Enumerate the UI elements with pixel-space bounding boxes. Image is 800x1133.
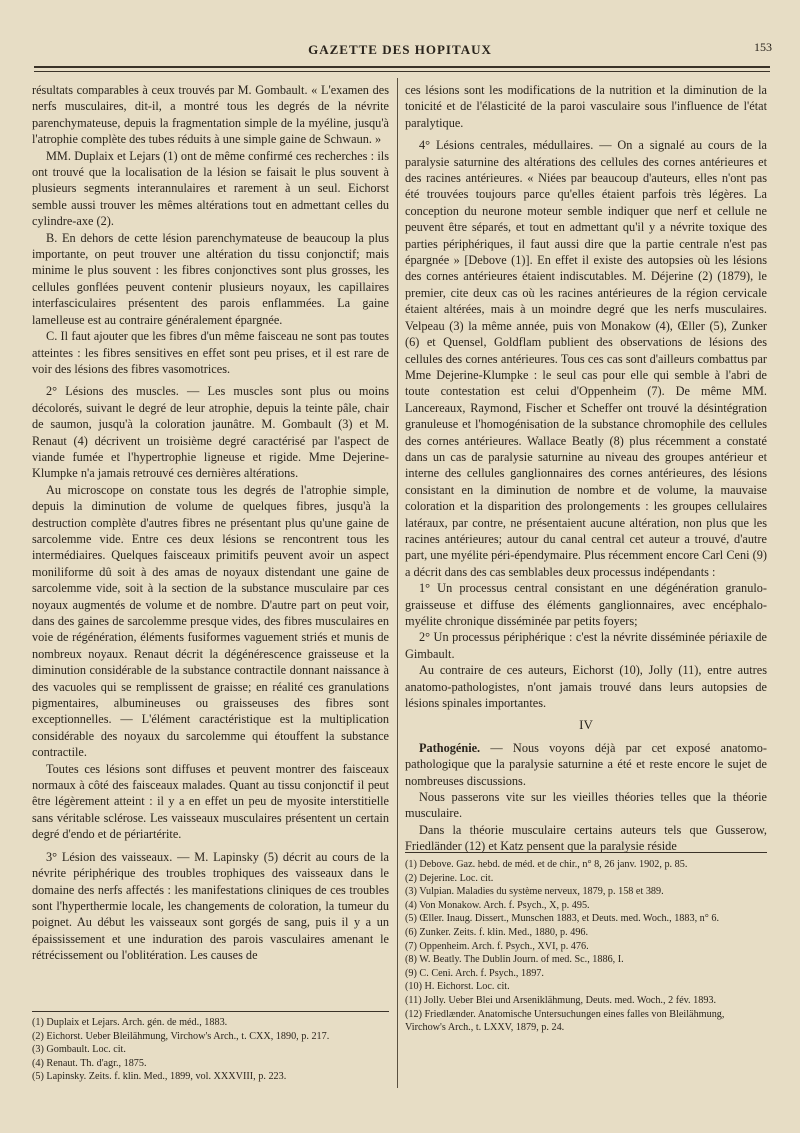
section-text: — Nous voyons déjà par cet exposé anatomo-pathologique que la paralysie saturnine a été et reste encore le sujet de nombreuses discussions. xyxy=(405,740,767,788)
page-header xyxy=(28,40,772,62)
paragraph: Nous passerons vite sur les vieilles théories telles que la théorie musculaire. xyxy=(405,790,767,821)
paragraph: 1° Un processus central consistant en une dégénération granulo-graisseuse et diffuse des éléments ganglionnaires, avec encéphalo-myélite chronique disséminée par petits foyers; xyxy=(405,581,767,628)
footnote: (1) Debove. Gaz. hebd. de méd. et de chir., n° 8, 26 janv. 1902, p. 85. xyxy=(405,859,688,870)
footnote: (3) Vulpian. Maladies du système nerveux, 1879, p. 158 et 389. xyxy=(405,886,664,898)
page-number: 153 xyxy=(754,40,772,54)
footnote: (3) Gombault. Loc. cit. xyxy=(32,1044,126,1056)
paragraph: 2° Un processus périphérique : c'est la névrite disséminée périaxile de Gimbault. xyxy=(405,630,767,661)
paragraph: Au microscope on constate tous les degrés de l'atrophie simple, depuis la diminution de volume de quelques fibres, jusqu'à la destruction complète d'autres fibres ne présentant plus qu'une gaine de sarcolemme vide. Entre ces deux lésions se rencontrent tous les intermédiaires. Quelques faisceaux primitifs peuvent avoir un aspect moniliforme dû soit à des amas de noyaux distendant une gaine de sarcolemme vide, soit à la section de la substance musculaire par ces noyaux augmentés de volume et de nombre. D'autre part on peut voir, dans des gaines de sarcolemme presque vides, des fibres musculaires en voie de régénération, éléments fusiformes vaguement striés et munis de nombreux noyaux. Renaut décrit la dégénérescence graisseuse et la diminution considérable de la substance contractile donnant naissance à des vacuoles qui se remplissent de graisse; en réalité ces granulations pigmentaires, albumineuses ou graisseuses des fibres sont exceptionnelles. — L'élément caractéristique est la multiplication considérable des noyaux du sarcolemme qui étouffent la substance contractile. xyxy=(32,482,389,760)
right-footnotes xyxy=(405,858,767,1035)
footnote: (2) Dejerine. Loc. cit. xyxy=(405,872,494,884)
left-footnotes xyxy=(32,1016,389,1084)
paragraph: 2° Lésions des muscles. — Les muscles sont plus ou moins décolorés, suivant le degré de leur atrophie, depuis la teinte pâle, chair de saumon, jusqu'à la coloration jaunâtre. M. Gombault (3) et M. Renaut (4) décrivent un troisième degré caractérisé par l'aspect de viande fumée et l'hypertrophie ligneuse et rigide. Mme Dejerine-Klumpke n'a jamais retrouvé ces dernières altérations. xyxy=(32,384,389,481)
paragraph: résultats comparables à ceux trouvés par M. Gombault. « L'examen des nerfs musculaires, dit-il, a montré tous les degrés de la névrite parenchymateuse, depuis la fragmentation simple de la myéline, jusqu'à l'atrophie complète des tubes réduits à une simple gaine de Schwaun. » xyxy=(32,83,389,147)
footnote: (5) Lapinsky. Zeits. f. klin. Med., 1899, vol. XXXVIII, p. 223. xyxy=(32,1071,287,1083)
footnote: (6) Zunker. Zeits. f. klin. Med., 1880, p. 496. xyxy=(405,926,589,938)
paragraph: 3° Lésion des vaisseaux. — M. Lapinsky (5) décrit au cours de la névrite périphérique des troubles trophiques des vaisseaux dans le domaine des nerfs affectés : les manifestations cliniques de ces troubles sont l'hyperthermie locale, les changements de coloration, la tumeur du poignet. Au début les vaisseaux sont gorgés de sang, puis il y a un épaississement et une induration des parois vasculaires amenant le rétrécissement ou l'oblitération. Les causes de xyxy=(32,849,389,963)
footnote: (8) W. Beatly. The Dublin Journ. of med. Sc., 1886, I. xyxy=(405,954,624,966)
header-rule-thin xyxy=(34,71,770,72)
paragraph: B. En dehors de cette lésion parenchymateuse de beaucoup la plus importante, on peut trouver une altération du tissu conjonctif; mais minime le plus souvent : les fibres conjonctives sont plus grosses, les cellules gonflées peuvent contenir plusieurs noyaux, les capillaires interfasciculaires présentent des parois enflammées. La gaine lamelleuse est au contraire généralement épargnée. xyxy=(32,230,389,327)
footnote: (1) Duplaix et Lejars. Arch. gén. de méd., 1883. xyxy=(32,1017,228,1028)
section-number: IV xyxy=(579,717,593,733)
header-rule-thick xyxy=(34,66,770,68)
section-paragraph xyxy=(405,740,767,789)
footnote: (10) H. Eichorst. Loc. cit. xyxy=(405,981,510,993)
footnote: (12) Friedlænder. Anatomische Untersuchungen eines falles von Bleilähmung, Virchow's Arch., t. LXXV, 1879, p. 24. xyxy=(405,1008,725,1034)
section-heading: Pathogénie. xyxy=(419,740,481,755)
footnote-rule xyxy=(405,852,767,853)
paragraph: 4° Lésions centrales, médullaires. — On a signalé au cours de la paralysie saturnine des altérations des cellules des cornes antérieures et des racines antérieures. « Niées par beaucoup d'auteurs, elles n'ont pas été trouvées toujours parce qu'elles étaient parfois très légères. La conception du neurone moteur semble indiquer que nerf et cellule ne peuvent être séparés, et tout en admettant qu'il y a névrite toxique des parties périphériques, il faut aussi dire que la partie centrale n'est pas épargnée » [Debove (1)]. En effet il existe des autopsies où les lésions des cornes antérieures étaient indiscutables. M. Déjerine (2) (1879), le premier, cite deux cas où les racines antérieures de la région cervicale étaient altérées, mais à un moindre degré que les nerfs musculaires. Velpeau (3) la même année, puis von Monakow (4), Œller (5), Zunker (6) et Quensel, Goldflam publient des observations de lésions des cellules des cornes antérieures. Tous ces cas sont d'ailleurs combattus par Mme Dejerine-Klumpke : le seul cas pour elle qui semble à l'abri de toute contestation est celui d'Oppenheim (7). De même MM. Lancereaux, Raymond, Fischer et Scheffer ont trouvé la désintégration granuleuse et l'homogénisation de la substance chromophile des cellules des cornes antérieures. Wallace Beatly (8) plus récemment a constaté dans un cas de paralysie saturnine au niveau des groupes antérieur et interne des cellules ganglionnaires des cornes antérieures, des lésions consistant en la diminution de nombre et de volume, la mauvaise coloration et la disparition des prolongements : les groupes cellulaires latéraux, par contre, ne présentaient aucune altération, non plus que les racines antérieures; autour du canal central cet auteur a trouvé, d'autre part, une myélite péri-épendymaire. Plus récemment encore Carl Ceni (9) a décrit dans des cas semblables deux processus indépendants : xyxy=(405,138,767,579)
paragraph: Au contraire de ces auteurs, Eichorst (10), Jolly (11), entre autres anatomo-pathologistes, n'ont jamais trouvé dans leurs autopsies de lésions spinales importantes. xyxy=(405,663,767,711)
footnote-rule xyxy=(32,1011,389,1012)
paragraph: MM. Duplaix et Lejars (1) ont de même confirmé ces recherches : ils ont trouvé que la localisation de la lésion se faisait le plus souvent à plusieurs segments interannulaires et rarement à un seul. Eichorst semble aussi trouver les mêmes altérations tout en admettant celles du cylindre-axe (2). xyxy=(32,148,389,229)
footnote: (4) Renaut. Th. d'agr., 1875. xyxy=(32,1057,147,1069)
journal-title: GAZETTE DES HOPITAUX xyxy=(308,42,492,57)
footnote: (7) Oppenheim. Arch. f. Psych., XVI, p. 476. xyxy=(405,940,589,952)
paragraph: ces lésions sont les modifications de la nutrition et la diminution de la tonicité et de l'élasticité de la paroi vasculaire sous l'influence de l'état paralytique. xyxy=(405,83,767,130)
column-divider xyxy=(397,78,398,1088)
paragraph: Toutes ces lésions sont diffuses et peuvent montrer des faisceaux normaux à côté des faisceaux malades. Quant au tissu conjonctif il peut être légèrement atteint : il y a en effet un peu de myosite interstitielle sans véritable sclérose. Les vaisseaux musculaires présentent un certain degré d'endo et de périartérite. xyxy=(32,761,389,842)
paragraph: Dans la théorie musculaire certains auteurs tels que Gusserow, Friedländer (12) et Katz pensent que la paralysie réside xyxy=(405,822,767,854)
right-column xyxy=(405,82,767,855)
footnote: (2) Eichorst. Ueber Bleilähmung, Virchow's Arch., t. CXX, 1890, p. 217. xyxy=(32,1030,330,1042)
footnote: (4) Von Monakow. Arch. f. Psych., X, p. 495. xyxy=(405,899,590,911)
footnote: (5) Œller. Inaug. Dissert., Munschen 1883, et Deuts. med. Woch., 1883, n° 6. xyxy=(405,913,720,925)
left-column xyxy=(32,82,389,964)
footnote: (11) Jolly. Ueber Blei und Arseniklähmung, Deuts. med. Woch., 2 fév. 1893. xyxy=(405,994,717,1006)
paragraph: C. Il faut ajouter que les fibres d'un même faisceau ne sont pas toutes atteintes : les fibres sensitives en effet sont peu prises, et il est rare de voir des lésions des fibres vasomotrices. xyxy=(32,329,389,376)
footnote: (9) C. Ceni. Arch. f. Psych., 1897. xyxy=(405,967,544,979)
